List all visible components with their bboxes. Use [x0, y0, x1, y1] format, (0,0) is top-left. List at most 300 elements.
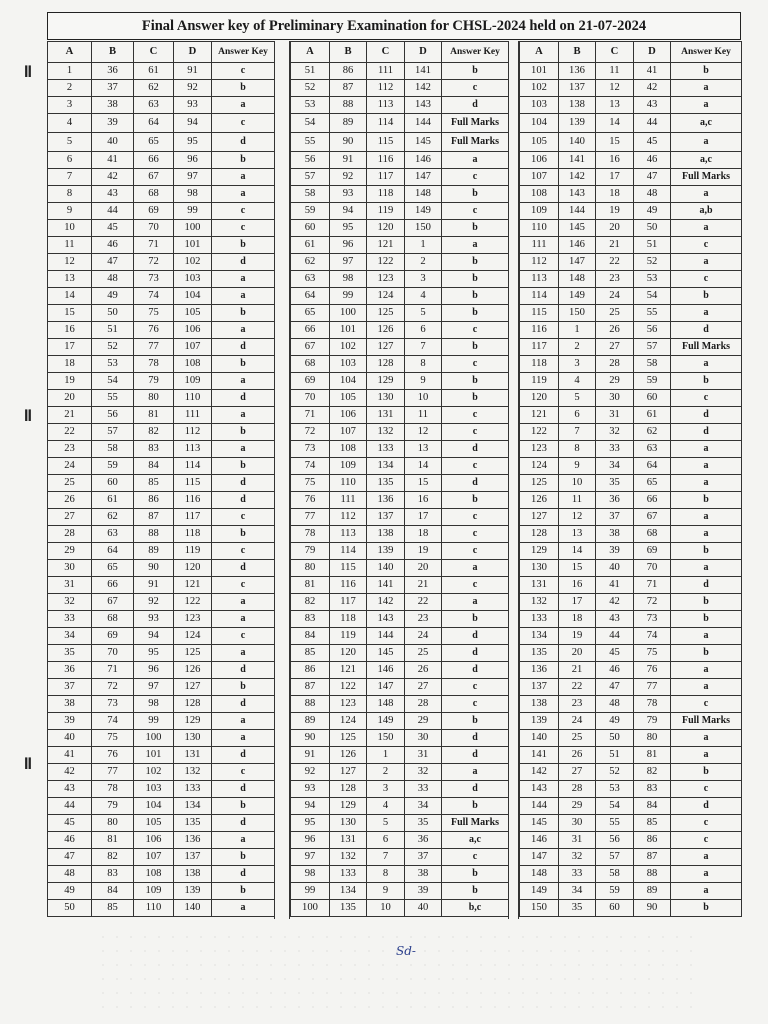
question-number-cell: 36	[48, 662, 92, 679]
question-number-cell: 44	[92, 203, 134, 220]
question-number-cell: 94	[291, 798, 330, 815]
column-header-c: C	[367, 42, 405, 63]
question-number-cell: 32	[596, 424, 634, 441]
table-row	[291, 764, 509, 781]
question-number-cell: 83	[634, 781, 671, 798]
question-number-cell: 74	[134, 288, 174, 305]
question-number-cell: 119	[367, 203, 405, 220]
question-number-cell: 100	[291, 900, 330, 917]
question-number-cell: 38	[92, 97, 134, 114]
table-row	[291, 458, 509, 475]
question-number-cell: 68	[134, 186, 174, 203]
question-number-cell: 1	[367, 747, 405, 764]
margin-mark: ꟾꟾ	[24, 758, 31, 772]
question-number-cell: 89	[291, 713, 330, 730]
table-row	[520, 203, 742, 220]
answer-key-cell: b	[212, 883, 275, 900]
answer-key-cell: a	[671, 628, 742, 645]
answer-key-cell: a,c	[671, 114, 742, 133]
question-number-cell: 5	[367, 815, 405, 832]
answer-key-cell: a	[671, 305, 742, 322]
question-number-cell: 112	[520, 254, 559, 271]
question-number-cell: 29	[559, 798, 596, 815]
table-row	[520, 373, 742, 390]
table-row	[520, 305, 742, 322]
question-number-cell: 28	[405, 696, 442, 713]
question-number-cell: 115	[520, 305, 559, 322]
question-number-cell: 124	[330, 713, 367, 730]
question-number-cell: 111	[330, 492, 367, 509]
table-row	[291, 883, 509, 900]
question-number-cell: 27	[596, 339, 634, 356]
question-number-cell: 99	[174, 203, 212, 220]
question-number-cell: 144	[520, 798, 559, 815]
question-number-cell: 27	[559, 764, 596, 781]
question-number-cell: 10	[367, 900, 405, 917]
question-number-cell: 76	[92, 747, 134, 764]
table-row	[48, 798, 275, 815]
question-number-cell: 28	[48, 526, 92, 543]
table-row	[48, 390, 275, 407]
question-number-cell: 65	[134, 133, 174, 152]
question-number-cell: 69	[291, 373, 330, 390]
question-number-cell: 129	[174, 713, 212, 730]
question-number-cell: 64	[92, 543, 134, 560]
answer-key-cell: b	[212, 152, 275, 169]
question-number-cell: 139	[520, 713, 559, 730]
table-row	[291, 133, 509, 152]
table-row	[48, 747, 275, 764]
question-number-cell: 131	[520, 577, 559, 594]
question-number-cell: 10	[405, 390, 442, 407]
question-number-cell: 111	[520, 237, 559, 254]
question-number-cell: 8	[559, 441, 596, 458]
table-row	[48, 662, 275, 679]
answer-key-cell: a	[671, 80, 742, 97]
table-row	[520, 424, 742, 441]
question-number-cell: 62	[92, 509, 134, 526]
question-number-cell: 127	[367, 339, 405, 356]
answer-key-cell: Full Marks	[442, 114, 509, 133]
question-number-cell: 120	[330, 645, 367, 662]
question-number-cell: 102	[134, 764, 174, 781]
question-number-cell: 122	[330, 679, 367, 696]
question-number-cell: 35	[596, 475, 634, 492]
question-number-cell: 68	[634, 526, 671, 543]
question-number-cell: 66	[92, 577, 134, 594]
question-number-cell: 148	[559, 271, 596, 288]
question-number-cell: 2	[559, 339, 596, 356]
question-number-cell: 20	[596, 220, 634, 237]
question-number-cell: 26	[559, 747, 596, 764]
answer-key-cell: b	[212, 798, 275, 815]
table-row	[48, 645, 275, 662]
question-number-cell: 78	[134, 356, 174, 373]
table-row	[48, 900, 275, 917]
question-number-cell: 95	[134, 645, 174, 662]
question-number-cell: 115	[330, 560, 367, 577]
question-number-cell: 130	[174, 730, 212, 747]
question-number-cell: 72	[134, 254, 174, 271]
table-row	[520, 577, 742, 594]
answer-key-cell: d	[442, 730, 509, 747]
question-number-cell: 75	[291, 475, 330, 492]
answer-key-cell: a,c	[671, 152, 742, 169]
question-number-cell: 131	[367, 407, 405, 424]
table-row	[48, 713, 275, 730]
question-number-cell: 94	[134, 628, 174, 645]
question-number-cell: 50	[596, 730, 634, 747]
table-row	[48, 883, 275, 900]
question-number-cell: 109	[174, 373, 212, 390]
question-number-cell: 39	[596, 543, 634, 560]
table-row	[291, 645, 509, 662]
answer-key-cell: b	[442, 866, 509, 883]
table-row	[291, 424, 509, 441]
table-row	[291, 611, 509, 628]
question-number-cell: 15	[559, 560, 596, 577]
table-row	[291, 747, 509, 764]
table-row	[520, 645, 742, 662]
question-number-cell: 11	[48, 237, 92, 254]
table-row	[520, 696, 742, 713]
table-row	[48, 305, 275, 322]
question-number-cell: 150	[520, 900, 559, 917]
question-number-cell: 64	[634, 458, 671, 475]
question-number-cell: 1	[405, 237, 442, 254]
answer-key-cell: b,c	[442, 900, 509, 917]
answer-key-cell: a	[671, 526, 742, 543]
question-number-cell: 126	[520, 492, 559, 509]
question-number-cell: 31	[405, 747, 442, 764]
question-number-cell: 90	[134, 560, 174, 577]
question-number-cell: 98	[291, 866, 330, 883]
question-number-cell: 7	[559, 424, 596, 441]
answer-key-cell: c	[212, 543, 275, 560]
answer-key-cell: a	[212, 611, 275, 628]
question-number-cell: 10	[559, 475, 596, 492]
answer-key-cell: a	[212, 713, 275, 730]
question-number-cell: 26	[405, 662, 442, 679]
question-number-cell: 18	[48, 356, 92, 373]
answer-key-cell: c	[442, 407, 509, 424]
table-row	[48, 169, 275, 186]
question-number-cell: 102	[174, 254, 212, 271]
question-number-cell: 138	[174, 866, 212, 883]
answer-key-cell: c	[212, 628, 275, 645]
table-row	[48, 458, 275, 475]
question-number-cell: 109	[134, 883, 174, 900]
question-number-cell: 119	[330, 628, 367, 645]
question-number-cell: 36	[92, 63, 134, 80]
question-number-cell: 104	[134, 798, 174, 815]
question-number-cell: 126	[330, 747, 367, 764]
question-number-cell: 145	[520, 815, 559, 832]
question-number-cell: 30	[596, 390, 634, 407]
table-row	[291, 288, 509, 305]
answer-key-cell: d	[442, 781, 509, 798]
question-number-cell: 90	[291, 730, 330, 747]
answer-key-cell: c	[671, 271, 742, 288]
table-row	[48, 63, 275, 80]
table-row	[520, 133, 742, 152]
question-number-cell: 71	[92, 662, 134, 679]
question-number-cell: 124	[367, 288, 405, 305]
question-number-cell: 48	[48, 866, 92, 883]
question-number-cell: 91	[330, 152, 367, 169]
question-number-cell: 36	[405, 832, 442, 849]
answer-key-cell: b	[212, 356, 275, 373]
question-number-cell: 55	[596, 815, 634, 832]
question-number-cell: 107	[174, 339, 212, 356]
answer-key-cell: b	[671, 645, 742, 662]
table-row	[291, 271, 509, 288]
table-row	[520, 900, 742, 917]
table-row	[520, 492, 742, 509]
question-number-cell: 129	[367, 373, 405, 390]
table-row	[291, 628, 509, 645]
question-number-cell: 121	[330, 662, 367, 679]
question-number-cell: 104	[330, 373, 367, 390]
table-row	[48, 594, 275, 611]
question-number-cell: 27	[405, 679, 442, 696]
question-number-cell: 60	[291, 220, 330, 237]
question-number-cell: 81	[634, 747, 671, 764]
table-row	[520, 97, 742, 114]
question-number-cell: 45	[596, 645, 634, 662]
question-number-cell: 123	[330, 696, 367, 713]
question-number-cell: 128	[520, 526, 559, 543]
question-number-cell: 76	[634, 662, 671, 679]
answer-key-cell: b	[442, 492, 509, 509]
table-row	[520, 339, 742, 356]
table-row	[520, 594, 742, 611]
answer-key-cell: b	[442, 220, 509, 237]
answer-key-cell: a	[212, 645, 275, 662]
question-number-cell: 78	[634, 696, 671, 713]
question-number-cell: 1	[559, 322, 596, 339]
question-number-cell: 132	[174, 764, 212, 781]
answer-key-cell: a	[671, 560, 742, 577]
question-number-cell: 132	[520, 594, 559, 611]
question-number-cell: 142	[405, 80, 442, 97]
table-row	[48, 424, 275, 441]
question-number-cell: 85	[291, 645, 330, 662]
question-number-cell: 106	[520, 152, 559, 169]
table-row	[291, 492, 509, 509]
question-number-cell: 147	[367, 679, 405, 696]
question-number-cell: 136	[520, 662, 559, 679]
question-number-cell: 31	[559, 832, 596, 849]
question-number-cell: 104	[174, 288, 212, 305]
question-number-cell: 2	[405, 254, 442, 271]
question-number-cell: 98	[330, 271, 367, 288]
table-row	[48, 220, 275, 237]
table-row	[291, 254, 509, 271]
table-row	[291, 798, 509, 815]
question-number-cell: 121	[367, 237, 405, 254]
question-number-cell: 82	[291, 594, 330, 611]
answer-key-cell: a	[442, 152, 509, 169]
question-number-cell: 81	[92, 832, 134, 849]
question-number-cell: 42	[92, 169, 134, 186]
answer-key-cell: c	[671, 696, 742, 713]
answer-key-cell: c	[212, 577, 275, 594]
question-number-cell: 51	[291, 63, 330, 80]
answer-key-cell: c	[442, 526, 509, 543]
question-number-cell: 87	[291, 679, 330, 696]
table-row	[520, 849, 742, 866]
question-number-cell: 124	[174, 628, 212, 645]
question-number-cell: 101	[134, 747, 174, 764]
question-number-cell: 119	[520, 373, 559, 390]
question-number-cell: 63	[92, 526, 134, 543]
question-number-cell: 67	[134, 169, 174, 186]
question-number-cell: 41	[48, 747, 92, 764]
column-header-a: A	[48, 42, 92, 63]
question-number-cell: 111	[174, 407, 212, 424]
answer-key-cell: a	[212, 594, 275, 611]
answer-key-cell: b	[671, 288, 742, 305]
question-number-cell: 3	[559, 356, 596, 373]
question-number-cell: 51	[634, 237, 671, 254]
question-number-cell: 8	[48, 186, 92, 203]
question-number-cell: 140	[520, 730, 559, 747]
question-number-cell: 135	[520, 645, 559, 662]
answer-key-cell: c	[442, 696, 509, 713]
question-number-cell: 147	[559, 254, 596, 271]
question-number-cell: 37	[596, 509, 634, 526]
answer-key-cell: b	[442, 339, 509, 356]
answer-key-cell: a	[671, 747, 742, 764]
column-header-c: C	[134, 42, 174, 63]
question-number-cell: 137	[520, 679, 559, 696]
question-number-cell: 142	[559, 169, 596, 186]
question-number-cell: 34	[559, 883, 596, 900]
question-number-cell: 136	[367, 492, 405, 509]
question-number-cell: 1	[48, 63, 92, 80]
question-number-cell: 10	[48, 220, 92, 237]
question-number-cell: 13	[48, 271, 92, 288]
table-row	[48, 237, 275, 254]
question-number-cell: 69	[134, 203, 174, 220]
question-number-cell: 124	[520, 458, 559, 475]
answer-key-cell: c	[671, 237, 742, 254]
question-number-cell: 56	[596, 832, 634, 849]
answer-key-cell: a	[671, 97, 742, 114]
column-header-c: C	[596, 42, 634, 63]
question-number-cell: 128	[330, 781, 367, 798]
table-row	[48, 730, 275, 747]
table-row	[291, 305, 509, 322]
question-number-cell: 113	[174, 441, 212, 458]
question-number-cell: 106	[330, 407, 367, 424]
column-header-a: A	[291, 42, 330, 63]
table-row	[520, 475, 742, 492]
question-number-cell: 57	[92, 424, 134, 441]
table-row	[48, 407, 275, 424]
table-row	[520, 288, 742, 305]
question-number-cell: 78	[92, 781, 134, 798]
question-number-cell: 127	[174, 679, 212, 696]
question-number-cell: 35	[559, 900, 596, 917]
answer-key-cell: c	[442, 849, 509, 866]
question-number-cell: 71	[134, 237, 174, 254]
answer-key-cell: c	[442, 203, 509, 220]
question-number-cell: 105	[174, 305, 212, 322]
answer-key-cell: a	[671, 458, 742, 475]
question-number-cell: 28	[559, 781, 596, 798]
question-number-cell: 72	[291, 424, 330, 441]
question-number-cell: 61	[291, 237, 330, 254]
question-number-cell: 122	[174, 594, 212, 611]
question-number-cell: 91	[174, 63, 212, 80]
question-number-cell: 61	[134, 63, 174, 80]
table-row	[520, 747, 742, 764]
question-number-cell: 27	[48, 509, 92, 526]
question-number-cell: 71	[291, 407, 330, 424]
question-number-cell: 137	[367, 509, 405, 526]
question-number-cell: 95	[330, 220, 367, 237]
question-number-cell: 128	[367, 356, 405, 373]
question-number-cell: 146	[405, 152, 442, 169]
table-row	[48, 288, 275, 305]
question-number-cell: 105	[134, 815, 174, 832]
question-number-cell: 51	[92, 322, 134, 339]
question-number-cell: 110	[330, 475, 367, 492]
question-number-cell: 75	[634, 645, 671, 662]
table-row	[291, 220, 509, 237]
answer-key-cell: d	[212, 475, 275, 492]
answer-key-cell: c	[442, 424, 509, 441]
table-row	[48, 441, 275, 458]
table-row	[48, 764, 275, 781]
answer-key-cell: a	[671, 441, 742, 458]
question-number-cell: 39	[92, 114, 134, 133]
question-number-cell: 22	[405, 594, 442, 611]
answer-key-cell: d	[212, 815, 275, 832]
question-number-cell: 7	[405, 339, 442, 356]
question-number-cell: 6	[48, 152, 92, 169]
question-number-cell: 28	[596, 356, 634, 373]
question-number-cell: 9	[48, 203, 92, 220]
question-number-cell: 65	[634, 475, 671, 492]
table-row	[291, 781, 509, 798]
question-number-cell: 140	[559, 133, 596, 152]
question-number-cell: 66	[634, 492, 671, 509]
question-number-cell: 116	[330, 577, 367, 594]
question-number-cell: 143	[367, 611, 405, 628]
answer-key-cell: b	[671, 63, 742, 80]
question-number-cell: 122	[520, 424, 559, 441]
table-row	[520, 441, 742, 458]
question-number-cell: 134	[520, 628, 559, 645]
question-number-cell: 68	[291, 356, 330, 373]
question-number-cell: 43	[48, 781, 92, 798]
answer-table-2	[290, 41, 509, 917]
question-number-cell: 24	[559, 713, 596, 730]
question-number-cell: 34	[405, 798, 442, 815]
question-number-cell: 73	[134, 271, 174, 288]
question-number-cell: 77	[634, 679, 671, 696]
question-number-cell: 14	[559, 543, 596, 560]
question-number-cell: 9	[405, 373, 442, 390]
question-number-cell: 87	[330, 80, 367, 97]
column-header-d: D	[405, 42, 442, 63]
answer-key-cell: c	[442, 458, 509, 475]
question-number-cell: 116	[174, 492, 212, 509]
question-number-cell: 40	[48, 730, 92, 747]
